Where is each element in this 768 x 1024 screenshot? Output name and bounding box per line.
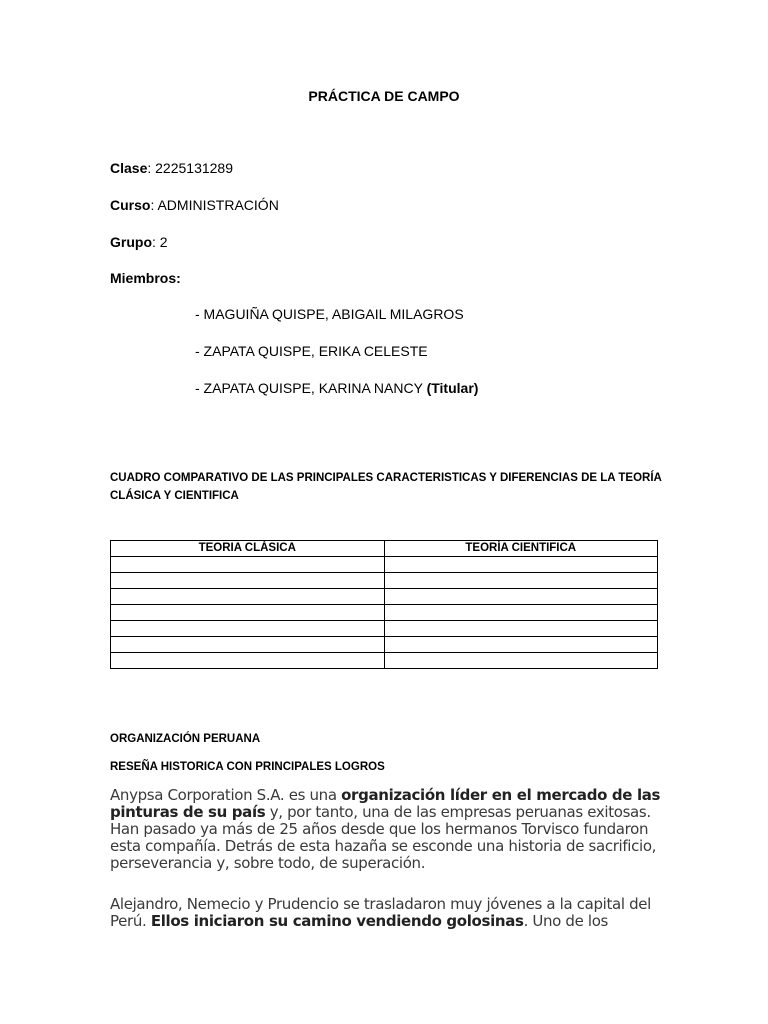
field-curso-value: ADMINISTRACIÓN — [157, 197, 279, 213]
field-grupo-value: 2 — [159, 234, 168, 250]
table-cell — [384, 605, 658, 621]
field-curso — [110, 197, 279, 213]
table-cell — [384, 653, 658, 669]
column-header-cientifica: TEORÍA CIENTIFICA — [384, 541, 658, 557]
table-cell — [384, 573, 658, 589]
paragraph-text: Alejandro, Nemecio y Prudencio se trasladaron muy jóvenes a la capital del Perú. — [110, 895, 651, 930]
table-row — [111, 589, 658, 605]
table-row — [111, 573, 658, 589]
comparison-heading: CUADRO COMPARATIVO DE LAS PRINCIPALES CARACTERISTICAS Y DIFERENCIAS DE LA TEORÍA CLÁSICA Y CIENTIFICA — [110, 472, 662, 502]
comparison-table — [110, 540, 658, 669]
table-row — [111, 653, 658, 669]
table-cell — [111, 637, 385, 653]
member-name: - ZAPATA QUISPE, ERIKA CELESTE — [195, 343, 428, 359]
field-grupo-label: Grupo — [110, 234, 152, 250]
table-cell — [111, 605, 385, 621]
table-row — [111, 621, 658, 637]
member-name: - MAGUIÑA QUISPE, ABIGAIL MILAGROS — [195, 306, 464, 322]
member-item — [195, 306, 464, 322]
organization-label: ORGANIZACIÓN PERUANA — [110, 733, 261, 745]
paragraph-text: . Uno de los — [523, 912, 609, 930]
page-title: PRÁCTICA DE CAMPO — [308, 88, 460, 104]
table-row — [111, 557, 658, 573]
table-row — [111, 605, 658, 621]
table-row — [111, 637, 658, 653]
paragraph-2 — [110, 896, 670, 930]
table-header-row — [111, 541, 658, 557]
member-item — [195, 343, 428, 359]
paragraph-emphasis: organización líder en el mercado de las pinturas de su país — [110, 786, 661, 821]
table-cell — [384, 637, 658, 653]
column-header-clasica: TEORIA CLÁSICA — [111, 541, 385, 557]
table-cell — [384, 557, 658, 573]
field-clase-value: 2225131289 — [155, 160, 234, 176]
member-item — [195, 380, 478, 396]
paragraph-text: Anypsa Corporation S.A. es una — [110, 786, 342, 804]
field-colon: : — [152, 234, 160, 250]
table-cell — [111, 653, 385, 669]
paragraph-emphasis: Ellos iniciaron su camino vendiendo golosinas — [150, 912, 524, 930]
member-role: (Titular) — [426, 380, 479, 396]
member-name: - ZAPATA QUISPE, KARINA NANCY — [195, 380, 427, 396]
table-cell — [384, 621, 658, 637]
field-colon: : — [150, 197, 158, 213]
field-clase — [110, 160, 233, 176]
field-miembros — [110, 270, 181, 286]
review-label: RESEÑA HISTORICA CON PRINCIPALES LOGROS — [110, 761, 385, 773]
table-cell — [111, 557, 385, 573]
paragraph-1 — [110, 787, 670, 872]
table-cell — [111, 573, 385, 589]
table-cell — [111, 621, 385, 637]
field-clase-label: Clase — [110, 160, 148, 176]
field-curso-label: Curso — [110, 197, 151, 213]
field-miembros-label: Miembros: — [110, 270, 181, 286]
table-cell — [111, 589, 385, 605]
table-cell — [384, 589, 658, 605]
paragraph-text: y, por tanto, una de las empresas peruanas exitosas. Han pasado ya más de 25 años desde que los hermanos Torvisco fundaron esta compañía. Detrás de esta hazaña se esconde una historia de sacrificio, perseverancia y, sobre todo, de superación. — [110, 803, 657, 872]
field-colon: : — [147, 160, 156, 176]
field-grupo — [110, 234, 168, 250]
